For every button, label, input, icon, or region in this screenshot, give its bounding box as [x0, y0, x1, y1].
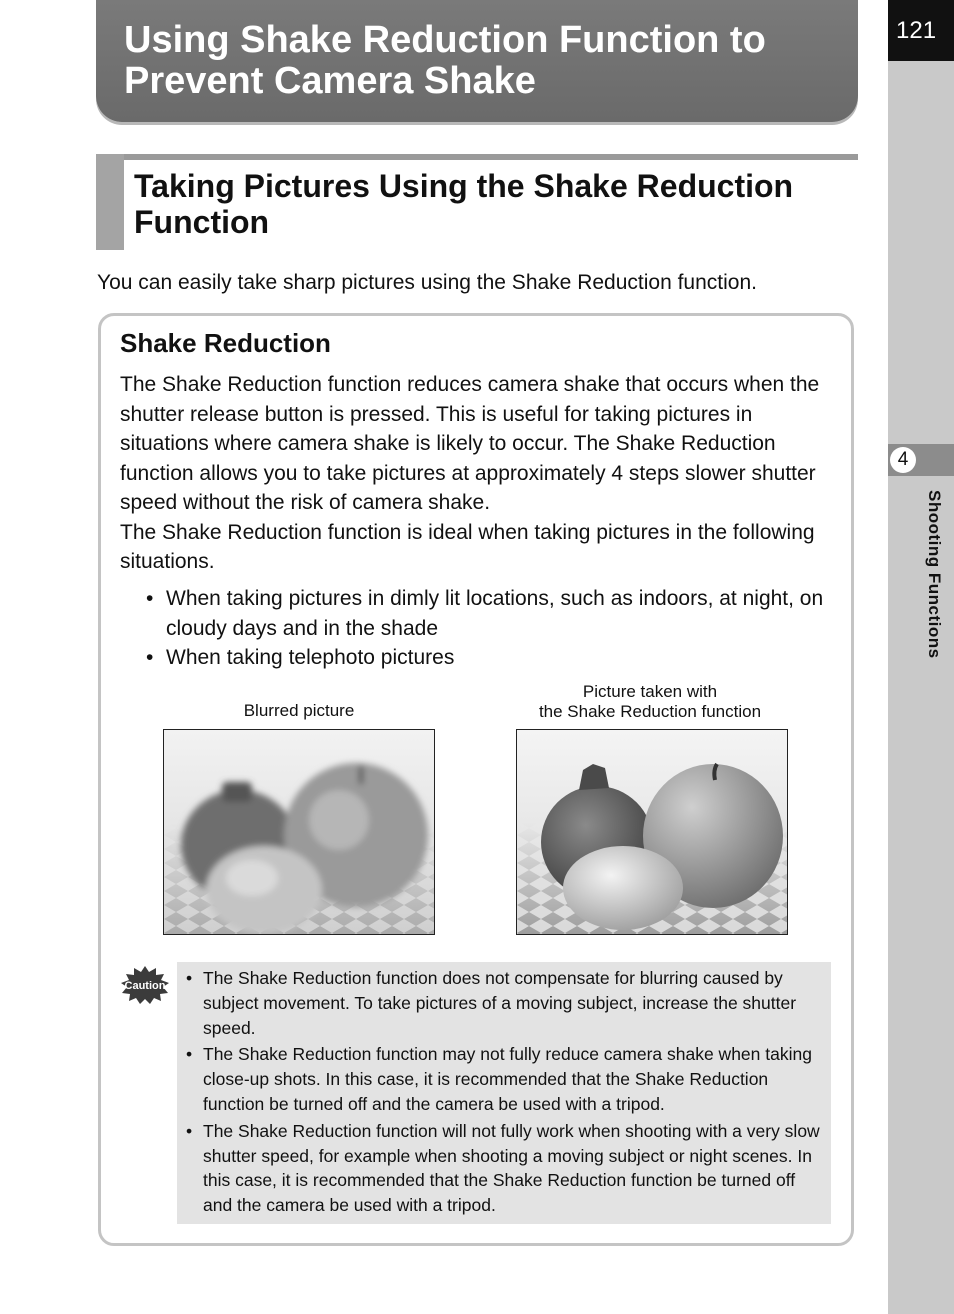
paragraph: The Shake Reduction function is ideal when taking pictures in the following situations. — [120, 520, 815, 573]
caution-icon — [118, 964, 172, 1006]
chapter-number: 4 — [890, 447, 916, 473]
intro-text: You can easily take sharp pictures using the Shake Reduction function. — [97, 271, 757, 294]
blurred-caption: Blurred picture — [243, 701, 355, 720]
caution-item: • The Shake Reduction function may not fully reduce camera shake when taking close-up shots. In this case, it is recommended that the Shake Reduction function be turned off and the camera be used with a tripod. — [186, 1042, 826, 1116]
svg-text:Caution: Caution — [124, 980, 166, 992]
blurred-photo — [163, 729, 435, 935]
title-banner — [96, 0, 858, 122]
section-rule — [96, 154, 858, 160]
paragraph: The Shake Reduction function reduces camera shake that occurs when the shutter release button is pressed. This is useful for taking pictures in situations where camera shake is likely to occur. The Shake Reduction function allows you to take pictures at approximately 4 steps slower shutter speed without the risk of camera shake. — [120, 373, 820, 514]
caution-item: • The Shake Reduction function does not compensate for blurring caused by subject movement. To take pictures of a moving subject, increase the shutter speed. — [186, 966, 826, 1040]
page-number: 121 — [888, 0, 954, 61]
situation-list — [146, 584, 836, 673]
sharp-caption-line: the Shake Reduction function — [538, 702, 762, 721]
sharp-caption — [500, 682, 800, 722]
sharp-caption-line: Picture taken with — [582, 682, 718, 701]
caution-item: • The Shake Reduction function will not fully work when shooting with a very slow shutter speed, for example when shooting a moving subject or night scenes. In this case, it is recommended that the Shake Reduction function be turned off and the camera be used with a tripod. — [186, 1119, 826, 1218]
sidebar — [888, 0, 954, 1314]
section-title: Taking Pictures Using the Shake Reduction Function — [134, 168, 794, 240]
page-title: Using Shake Reduction Function to Prevent Camera Shake — [124, 19, 766, 102]
shake-reduction-heading: Shake Reduction — [120, 328, 331, 358]
fruit-image-blurred — [164, 730, 435, 935]
chapter-label: Shooting Functions — [925, 490, 944, 659]
shake-reduction-body — [120, 370, 840, 577]
section-bar — [96, 154, 124, 250]
fruit-image-sharp — [517, 730, 788, 935]
list-item: • When taking pictures in dimly lit locations, such as indoors, at night, on cloudy days and in the shade — [146, 584, 836, 643]
sharp-photo — [516, 729, 788, 935]
list-item: • When taking telephoto pictures — [146, 643, 836, 673]
chapter-tab — [888, 444, 954, 476]
caution-list — [186, 966, 826, 1220]
